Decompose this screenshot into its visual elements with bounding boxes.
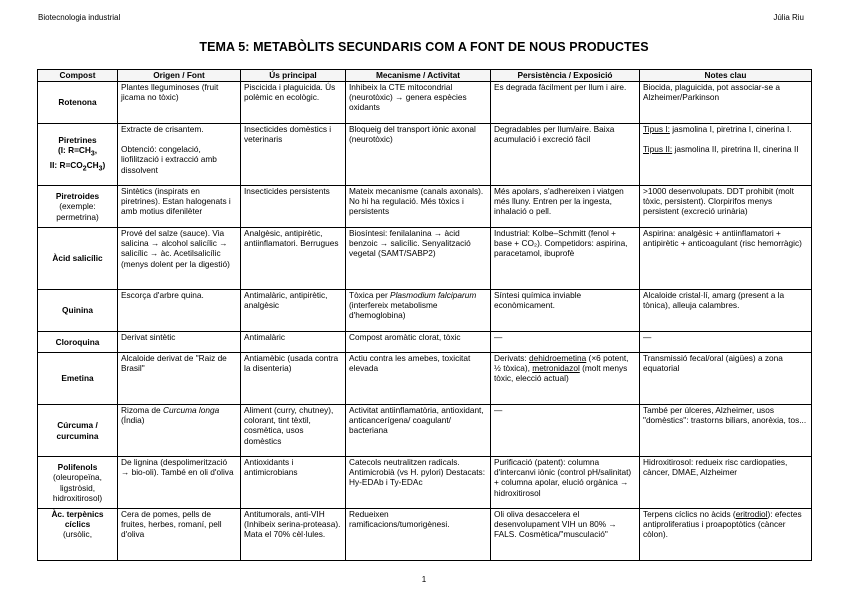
cell-compost: [38, 124, 118, 186]
table-row: [38, 82, 812, 124]
cell-notes: També per úlceres, Alzheimer, usos "domèstics": trastorns biliars, anorèxia, tos...: [640, 405, 812, 457]
cell-compost: Àcid salicílic: [38, 228, 118, 290]
cell-notes: Aspirina: analgèsic + antiinflamatori + antipirètic + anticoagulant (risc hemorràgic): [640, 228, 812, 290]
column-header-compost: Compost: [38, 70, 118, 82]
cell-compost: Emetina: [38, 353, 118, 405]
cell-persistencia: Degradables per llum/aire. Baixa acumulació i excreció fàcil: [491, 124, 640, 186]
compounds-table: [37, 69, 812, 561]
compost-formula-1: (I: $R=CH_3$,: [57, 144, 98, 158]
table-row: [38, 228, 812, 290]
cell-us: Insecticides domèstics i veterinaris: [241, 124, 346, 186]
cell-persistencia: Derivats: dehidroemetina (×6 potent, ½ tòxica), metronidazol (molt menys tòxic, elecció actual): [491, 353, 640, 405]
cell-mecanisme: Biosíntesi: fenilalanina → àcid benzoic → salicílic. Senyalització vegetal (SAMT/SABP2): [346, 228, 491, 290]
cell-compost: Cloroquina: [38, 332, 118, 353]
page-number: 1: [421, 575, 427, 584]
cell-compost: Quinina: [38, 290, 118, 332]
cell-mecanisme: Mateix mecanisme (canals axonals). No hi ha regulació. Més tòxics i persistents: [346, 186, 491, 228]
cell-compost: Àc. terpènics cíclics (ursòlic,: [38, 509, 118, 561]
cell-persistencia: Més apolars, s'adhereixen i viatgen més lluny. Entren per la ingesta, inhalació o pell.: [491, 186, 640, 228]
table-row: [38, 509, 812, 561]
cell-us: Piscicida i plaguicida. Ús polèmic en ecològic.: [241, 82, 346, 124]
table-row: [38, 353, 812, 405]
cell-mecanisme: Inhibeix la CTE mitocondrial (neurotòxic) → genera espècies oxidants: [346, 82, 491, 124]
cell-compost: Piretroides (exemple: permetrina): [38, 186, 118, 228]
cell-mecanisme: Actiu contra les amebes, toxicitat elevada: [346, 353, 491, 405]
cell-persistencia: —: [491, 405, 640, 457]
cell-persistencia: Oli oliva desaccelera el desenvolupament VIH un 80% → FALS. Cosmètica/"musculació": [491, 509, 640, 561]
table-row: [38, 405, 812, 457]
cell-compost: Polifenols (oleuropeïna, ligstròsid, hidroxitirosol): [38, 457, 118, 509]
compost-name: Piretrines: [58, 134, 97, 145]
cell-notes: Terpens cíclics no àcids (eritrodiol): efectes antiproliferatius i proapoptòtics (càncer còlon).: [640, 509, 812, 561]
cell-origen: Cera de pomes, pells de fruites, herbes, romaní, pell d'oliva: [118, 509, 241, 561]
column-header-mecanisme: Mecanisme / Activitat: [346, 70, 491, 82]
cell-us: Antimalàric, antipirètic, analgèsic: [241, 290, 346, 332]
cell-mecanisme: Compost aromàtic clorat, tòxic: [346, 332, 491, 353]
column-header-persistencia: Persistència / Exposició: [491, 70, 640, 82]
cell-us: Aliment (curry, chutney), colorant, tint tèxtil, cosmètica, usos domèstics: [241, 405, 346, 457]
cell-notes: Hidroxitirosol: redueix risc cardiopaties, càncer, DMAE, Alzheimer: [640, 457, 812, 509]
cell-persistencia: Síntesi química inviable econòmicament.: [491, 290, 640, 332]
column-header-notes: Notes clau: [640, 70, 812, 82]
cell-origen: Prové del salze (sauce). Via salicina → alcohol salicílic → salicílic → àc. Acetilsalicílic (menys dolent per la digestió): [118, 228, 241, 290]
table-row: [38, 457, 812, 509]
table-row: [38, 290, 812, 332]
cell-origen: Extracte de crisantem. Obtenció: congelació, liofilització i extracció amb dissolvent: [118, 124, 241, 186]
cell-us: Antiamèbic (usada contra la disenteria): [241, 353, 346, 405]
document-header-right: Júlia Riu: [773, 13, 804, 22]
cell-origen: Sintètics (inspirats en piretrines). Estan halogenats i amb motius difenilèter: [118, 186, 241, 228]
cell-origen: Plantes lleguminoses (fruit jicama no tòxic): [118, 82, 241, 124]
cell-mecanisme: Bloqueig del transport iònic axonal (neurotòxic): [346, 124, 491, 186]
cell-mecanisme: Redueixen ramificacions/tumorigènesi.: [346, 509, 491, 561]
cell-origen: De lignina (despolimerització → bio-oli). També en oli d'oliva: [118, 457, 241, 509]
cell-us: Analgèsic, antipirètic, antiinflamatori. Berrugues: [241, 228, 346, 290]
cell-mecanisme: Tòxica per Plasmodium falciparum (interfereix metabolisme d'hemoglobina): [346, 290, 491, 332]
cell-notes: Transmissió fecal/oral (aigües) a zona equatorial: [640, 353, 812, 405]
cell-mecanisme: Catecols neutralitzen radicals. Antimicrobià (vs H. pylori) Destacats: Hy-EDAb i Ty-EDAc: [346, 457, 491, 509]
compost-formula-2: II: $R=CO_2CH_3$): [49, 159, 106, 173]
cell-persistencia: Industrial: Kolbe–Schmitt (fenol + base + CO₂). Competidors: aspirina, paracetamol, ibuprofè: [491, 228, 640, 290]
table-row: [38, 124, 812, 186]
table-header-row: [38, 70, 812, 82]
cell-origen: Derivat sintètic: [118, 332, 241, 353]
table-row: [38, 332, 812, 353]
page-title: TEMA 5: METABÒLITS SECUNDARIS COM A FONT DE NOUS PRODUCTES: [199, 40, 649, 54]
cell-origen: Rizoma de Curcuma longa (Índia): [118, 405, 241, 457]
cell-notes: Tipus I: jasmolina I, piretrina I, cinerina I. Tipus II: jasmolina II, piretrina II, cinerina II: [640, 124, 812, 186]
cell-notes: Biocida, plaguicida, pot associar-se a Alzheimer/Parkinson: [640, 82, 812, 124]
cell-mecanisme: Activitat antiinflamatòria, antioxidant, anticancerígena/ coagulant/ bacteriana: [346, 405, 491, 457]
cell-persistencia: Es degrada fàcilment per llum i aire.: [491, 82, 640, 124]
cell-compost: Cúrcuma / curcumina: [38, 405, 118, 457]
document-header-left: Biotecnologia industrial: [38, 13, 121, 22]
cell-compost: Rotenona: [38, 82, 118, 124]
cell-us: Insecticides persistents: [241, 186, 346, 228]
cell-notes: —: [640, 332, 812, 353]
cell-notes: Alcaloide cristal·lí, amarg (present a la tònica), alleuja calambres.: [640, 290, 812, 332]
cell-us: Antioxidants i antimicrobians: [241, 457, 346, 509]
column-header-origen: Origen / Font: [118, 70, 241, 82]
table-row: [38, 186, 812, 228]
cell-origen: Escorça d'arbre quina.: [118, 290, 241, 332]
cell-persistencia: —: [491, 332, 640, 353]
cell-us: Antitumorals, anti-VIH (Inhibeix serina-proteasa). Mata el 70% cèl·lules.: [241, 509, 346, 561]
cell-notes: >1000 desenvolupats. DDT prohibit (molt tòxic, persistent). Clorpirifos menys persistent (excreció urinària): [640, 186, 812, 228]
cell-persistencia: Purificació (patent): columna d'intercanvi iònic (control pH/salinitat) + columna apolar, elució orgànica → hidroxitirosol: [491, 457, 640, 509]
column-header-us: Ús principal: [241, 70, 346, 82]
cell-origen: Alcaloide derivat de "Raiz de Brasil": [118, 353, 241, 405]
cell-us: Antimalàric: [241, 332, 346, 353]
